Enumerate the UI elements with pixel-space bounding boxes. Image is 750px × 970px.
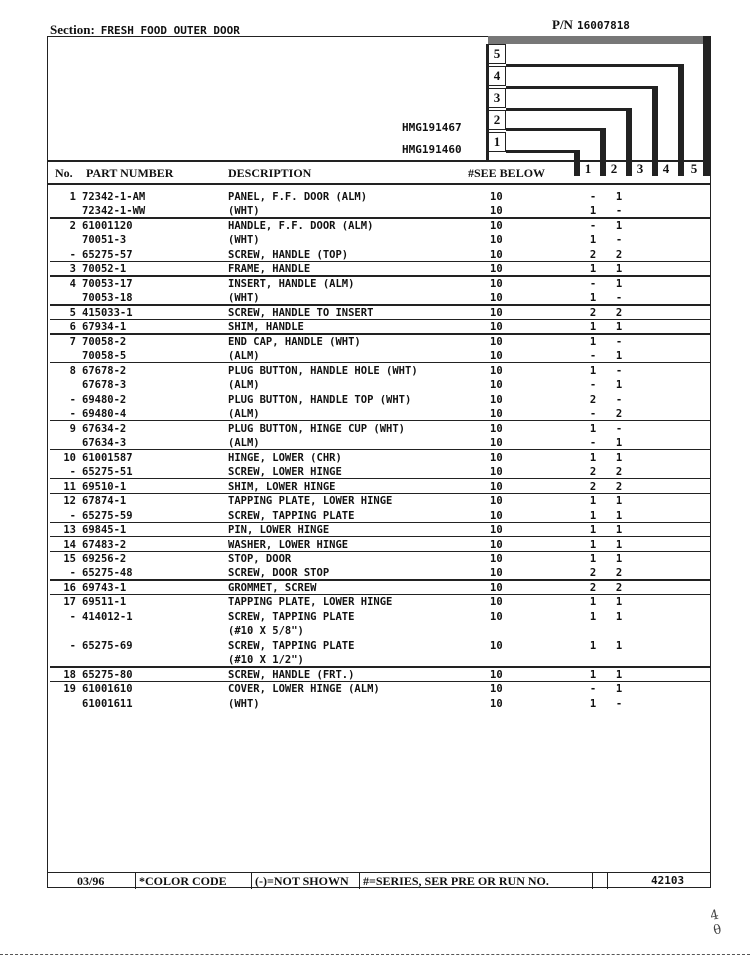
description: (ALM) [228,437,260,450]
qty-model-1: 1 [589,205,597,218]
qty-model-2: - [615,335,623,348]
part-number: 69256-2 [82,553,127,565]
table-row [54,306,714,320]
description: HINGE, LOWER (CHR) [228,451,342,464]
see-below: 10 [490,205,503,218]
col-part-number: PART NUMBER [86,166,174,180]
description: FRAME, HANDLE [228,263,311,276]
qty-model-1: - [589,379,597,392]
footer-bar [47,872,711,889]
part-number: 61001120 [82,219,133,232]
qty-model-2: 2 [615,466,623,479]
part-number: 70058-5 [82,350,127,363]
qty-model-2: 1 [615,263,623,276]
part-number: 414012-1 [82,610,133,623]
table-row [54,523,714,537]
part-number: 72342-1-WW [82,205,146,218]
description: STOP, DOOR [228,553,292,565]
item-number: 3 [69,263,76,276]
qty-model-1: - [589,350,597,363]
qty-model-2: - [615,234,623,247]
stair-line [506,108,630,111]
section-label: Section: [50,22,95,37]
table-row [54,639,714,653]
item-number: 16 [63,581,76,594]
see-below: 10 [490,350,503,363]
qty-model-1: 1 [589,610,597,623]
part-number: 70053-18 [82,292,133,305]
qty-model-2: 1 [615,379,623,392]
col-description: DESCRIPTION [228,166,312,180]
part-number: 67634-3 [82,437,127,450]
see-below: 10 [490,191,503,203]
table-row [54,566,714,580]
qty-model-2: 1 [615,451,623,464]
description: (ALM) [228,379,260,392]
item-number: 7 [69,335,76,348]
qty-model-1: 1 [589,538,597,551]
part-number: 65275-59 [82,509,133,522]
col-model-5: 5 [690,161,698,176]
table-row [54,552,714,566]
qty-model-2: 1 [615,610,623,623]
see-below: 10 [490,437,503,450]
part-number: 61001610 [82,683,133,696]
stair-line [506,64,682,67]
see-below: 10 [490,538,503,551]
description: PLUG BUTTON, HANDLE HOLE (WHT) [228,364,418,377]
footer-not-shown: (-)=NOT SHOWN [255,874,349,888]
footer-divider [135,873,136,889]
table-row [54,668,714,682]
table-row [54,190,714,204]
description: SCREW, HANDLE TO INSERT [228,306,374,319]
see-below: 10 [490,335,503,348]
table-row [54,393,714,407]
description: SCREW, TAPPING PLATE [228,509,355,522]
table-row [54,538,714,552]
table-row [54,407,714,421]
see-below: 10 [490,292,503,305]
item-number: - [69,610,76,623]
part-number-heading [552,17,630,33]
table-row [54,204,714,218]
description: (#10 X 5/8") [228,625,304,638]
header-bottom-rule [47,183,711,185]
table-row [54,653,714,667]
part-number: 69510-1 [82,480,127,493]
part-number: 69743-1 [82,581,127,594]
part-number: 67678-2 [82,364,127,377]
qty-model-2: 2 [615,248,623,261]
col-model-3: 3 [636,161,644,176]
item-number: 1 [69,191,76,203]
model-box-1: 1 [488,132,506,152]
col-no: No. [55,166,73,180]
see-below: 10 [490,668,503,681]
footer-divider [592,873,593,889]
footer-page-number: 42103 [651,874,685,887]
part-number: 67483-2 [82,538,127,551]
description: TAPPING PLATE, LOWER HINGE [228,495,393,508]
col-model-2: 2 [610,161,618,176]
qty-model-1: 1 [589,263,597,276]
see-below: 10 [490,248,503,261]
item-number: - [69,639,76,652]
qty-model-2: 1 [615,524,623,537]
item-number: - [69,509,76,522]
item-number: 18 [63,668,76,681]
part-number: 65275-48 [82,567,133,580]
item-number: - [69,408,76,421]
qty-model-2: 2 [615,567,623,580]
description: SCREW, TAPPING PLATE [228,639,355,652]
qty-model-2: 1 [615,350,623,363]
qty-model-2: 1 [615,219,623,232]
description: HANDLE, F.F. DOOR (ALM) [228,219,374,232]
part-number: 65275-80 [82,668,133,681]
table-row [54,436,714,450]
model-box-2: 2 [488,110,506,130]
qty-model-1: 1 [589,364,597,377]
qty-model-2: 1 [615,553,623,565]
handwritten-mark: 4 θ [708,907,723,939]
qty-model-2: 2 [615,408,623,421]
see-below: 10 [490,408,503,421]
see-below: 10 [490,466,503,479]
item-number: - [69,567,76,580]
qty-model-1: 1 [589,668,597,681]
qty-model-2: 1 [615,437,623,450]
qty-model-1: 1 [589,234,597,247]
part-number: 70052-1 [82,263,127,276]
part-number: 65275-69 [82,639,133,652]
part-number: 69480-2 [82,393,127,406]
item-number: 17 [63,596,76,609]
item-number: 4 [69,277,76,290]
qty-model-1: 1 [589,524,597,537]
part-number: 69480-4 [82,408,127,421]
table-row [54,697,714,711]
see-below: 10 [490,509,503,522]
table-row [54,277,714,291]
footer-divider [607,873,608,889]
table-row [54,349,714,363]
table-row [54,233,714,247]
table-row [54,624,714,638]
col-see-below: #SEE BELOW [468,166,546,180]
qty-model-1: 1 [589,553,597,565]
footer-color-code: *COLOR CODE [139,874,227,888]
qty-model-1: 1 [589,639,597,652]
qty-model-2: 1 [615,509,623,522]
qty-model-1: - [589,277,597,290]
table-row [54,364,714,378]
model-box-5: 5 [488,44,506,64]
part-number: 67634-2 [82,422,127,435]
description: (WHT) [228,205,260,218]
col-model-1: 1 [584,161,592,176]
part-number: 67678-3 [82,379,127,392]
see-below: 10 [490,553,503,565]
qty-model-2: 1 [615,683,623,696]
pn-label: P/N [552,17,573,32]
table-row [54,248,714,262]
part-number: 70058-2 [82,335,127,348]
model-box-3: 3 [488,88,506,108]
item-number: 10 [63,451,76,464]
stair-line [506,86,656,89]
table-row [54,262,714,276]
see-below: 10 [490,683,503,696]
model-box-4: 4 [488,66,506,86]
description: SCREW, DOOR STOP [228,567,330,580]
table-row [54,378,714,392]
table-row [54,465,714,479]
qty-model-2: 2 [615,480,623,493]
qty-model-2: 1 [615,191,623,203]
model-name-2: HMG191467 [402,121,462,134]
item-number: 12 [63,495,76,508]
qty-model-2: - [615,292,623,305]
qty-model-2: 1 [615,538,623,551]
see-below: 10 [490,277,503,290]
qty-model-1: 2 [589,581,597,594]
see-below: 10 [490,639,503,652]
qty-model-1: 2 [589,248,597,261]
qty-model-1: 2 [589,480,597,493]
see-below: 10 [490,567,503,580]
footer-divider [359,873,360,889]
stair-line [506,128,604,131]
item-number: 19 [63,683,76,696]
item-number: - [69,248,76,261]
item-number: 2 [69,219,76,232]
footer-divider [251,873,252,889]
qty-model-1: 1 [589,321,597,334]
see-below: 10 [490,480,503,493]
qty-model-1: 1 [589,292,597,305]
description: (#10 X 1/2") [228,654,304,667]
qty-model-1: - [589,219,597,232]
col-model-4: 4 [662,161,670,176]
description: (WHT) [228,234,260,247]
page-edge-dashes [0,954,750,955]
see-below: 10 [490,451,503,464]
qty-model-2: - [615,364,623,377]
item-number: 11 [63,480,76,493]
part-number: 72342-1-AM [82,191,146,203]
qty-model-2: 1 [615,596,623,609]
qty-model-2: 2 [615,306,623,319]
description: SCREW, HANDLE (TOP) [228,248,349,261]
description: WASHER, LOWER HINGE [228,538,349,551]
description: (ALM) [228,408,260,421]
stair-band [703,36,711,176]
qty-model-1: - [589,191,597,203]
part-number: 67934-1 [82,321,127,334]
footer-date: 03/96 [77,874,105,888]
qty-model-2: - [615,697,623,710]
item-number: 13 [63,524,76,537]
qty-model-2: 1 [615,668,623,681]
qty-model-1: - [589,437,597,450]
pn-value: 16007818 [576,19,630,32]
table-row [54,509,714,523]
see-below: 10 [490,422,503,435]
see-below: 10 [490,234,503,247]
qty-model-1: 1 [589,335,597,348]
qty-model-1: 1 [589,495,597,508]
part-number: 65275-57 [82,248,133,261]
description: SCREW, LOWER HINGE [228,466,342,479]
qty-model-2: 1 [615,495,623,508]
qty-model-1: 1 [589,451,597,464]
description: PLUG BUTTON, HANDLE TOP (WHT) [228,393,412,406]
item-number: 14 [63,538,76,551]
item-number: 6 [69,321,76,334]
part-number: 67874-1 [82,495,127,508]
see-below: 10 [490,581,503,594]
qty-model-2: 1 [615,277,623,290]
part-number: 69511-1 [82,596,127,609]
qty-model-2: 1 [615,639,623,652]
see-below: 10 [490,379,503,392]
description: (WHT) [228,697,260,710]
description: PANEL, F.F. DOOR (ALM) [228,191,368,203]
part-number: 415033-1 [82,306,133,319]
item-number: - [69,466,76,479]
table-row [54,581,714,595]
qty-model-1: 1 [589,422,597,435]
description: (ALM) [228,350,260,363]
description: SCREW, TAPPING PLATE [228,610,355,623]
qty-model-2: 2 [615,581,623,594]
table-row [54,595,714,609]
model-name-1: HMG191460 [402,143,462,156]
table-row [54,610,714,624]
stair-band [488,36,711,44]
part-number: 61001611 [82,697,133,710]
table-row [54,682,714,696]
item-number: 8 [69,364,76,377]
table-row [54,422,714,436]
qty-model-2: - [615,393,623,406]
qty-model-2: - [615,422,623,435]
description: TAPPING PLATE, LOWER HINGE [228,596,393,609]
qty-model-1: 1 [589,596,597,609]
description: END CAP, HANDLE (WHT) [228,335,361,348]
table-row [54,494,714,508]
item-number: 9 [69,422,76,435]
see-below: 10 [490,610,503,623]
item-number: 15 [63,553,76,565]
see-below: 10 [490,524,503,537]
qty-model-1: 2 [589,306,597,319]
description: SCREW, HANDLE (FRT.) [228,668,355,681]
item-number: 5 [69,306,76,319]
description: INSERT, HANDLE (ALM) [228,277,355,290]
see-below: 10 [490,596,503,609]
section-value: FRESH FOOD OUTER DOOR [100,24,240,37]
see-below: 10 [490,306,503,319]
see-below: 10 [490,219,503,232]
qty-model-1: 2 [589,466,597,479]
description: SHIM, HANDLE [228,321,304,334]
part-number: 61001587 [82,451,133,464]
part-number: 70051-3 [82,234,127,247]
qty-model-1: 1 [589,697,597,710]
part-number: 70053-17 [82,277,133,290]
stair-line [506,150,578,153]
see-below: 10 [490,321,503,334]
qty-model-1: 2 [589,567,597,580]
see-below: 10 [490,495,503,508]
part-number: 65275-51 [82,466,133,479]
description: (WHT) [228,292,260,305]
qty-model-1: - [589,408,597,421]
description: PLUG BUTTON, HINGE CUP (WHT) [228,422,406,435]
table-row [54,335,714,349]
description: COVER, LOWER HINGE (ALM) [228,683,380,696]
description: GROMMET, SCREW [228,581,317,594]
see-below: 10 [490,263,503,276]
part-number: 69845-1 [82,524,127,537]
qty-model-2: 1 [615,321,623,334]
table-row [54,451,714,465]
qty-model-1: 1 [589,509,597,522]
table-row [54,320,714,334]
footer-series: #=SERIES, SER PRE OR RUN NO. [363,874,549,888]
see-below: 10 [490,364,503,377]
see-below: 10 [490,697,503,710]
item-number: - [69,393,76,406]
table-row [54,291,714,305]
description: PIN, LOWER HINGE [228,524,330,537]
description: SHIM, LOWER HINGE [228,480,336,493]
qty-model-2: - [615,205,623,218]
table-row [54,219,714,233]
see-below: 10 [490,393,503,406]
qty-model-1: 2 [589,393,597,406]
table-row [54,480,714,494]
qty-model-1: - [589,683,597,696]
